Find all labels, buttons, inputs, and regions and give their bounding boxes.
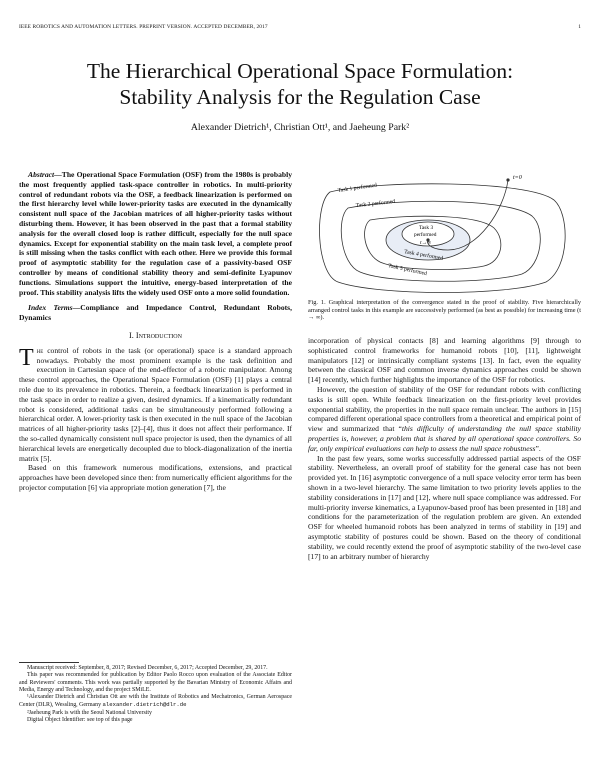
title-line-1: The Hierarchical Operational Space Formulation:: [86, 59, 514, 83]
index-terms-label: Index Terms: [28, 303, 73, 313]
title-line-2: Stability Analysis for the Regulation Case: [119, 85, 481, 109]
right-paragraph-1: incorporation of physical contacts [8] and learning algorithms [9] through to sophisticated control frameworks for humanoid robots [10], [11], lightweight manipulators [12] or intrinsically compliant systems [13]. In fact, even the equality between the classical OSF and common inverse dynamics approaches could be shown [14] recently, which further highlights the importance of the OSF for robotics.: [308, 336, 581, 385]
abstract: [19, 170, 292, 297]
footnote-rule: [19, 662, 79, 663]
intro-paragraph-1: [19, 346, 292, 464]
figure-caption: [308, 299, 581, 322]
label-task-5: Task 5 performed: [387, 263, 428, 278]
page-number: 1: [578, 24, 581, 30]
caption-label: Fig. 1.: [308, 299, 326, 306]
label-t0: t=0: [513, 175, 522, 181]
footnote-affiliation-2: ²Jaeheung Park is with the Seoul National University: [27, 709, 152, 716]
start-point: [506, 178, 509, 181]
footnote-doi: Digital Object Identifier: see top of this page: [27, 717, 133, 724]
caption-text: Graphical interpretation of the convergence stated in the proof of stability. Five hierarchically arranged control tasks in this example are successively performed (as best as possible) for increasing time (t → ∞).: [308, 299, 581, 322]
email-link[interactable]: alexander.dietrich@dlr.de: [102, 701, 187, 709]
footnotes: [19, 662, 292, 724]
index-terms-text: —Compliance and Impedance Control, Redundant Robots, Dynamics: [19, 303, 292, 323]
abstract-text: —The Operational Space Formulation (OSF) from the 1980s is probably the most frequently applied task-space controller in robotics. In multi-priority control of redundant robots via the OSF, a feedback linearization is performed on the first hierarchy level while lower-priority tasks are executed in the dynamically consistent null space of the Jacobian matrices of all higher-priority tasks without disturbing them. However, it has been observed in the past that a formal stability analysis for the overall closed loop is rather difficult, especially for the null space dynamics. Except for exponential stability on the main task level, a complete proof is still missing when the tasks conflict with each other. Here we provide this formal proof of asymptotic stability for the regulation case of a passivity-based OSF controller by means of conditional stability theory and semi-definite Lyapunov functions. Simulations support the intuitive, energy-based interpretation of the proof. This stability analysis lifts the widely used OSF onto a more solid foundation.: [19, 170, 292, 297]
drop-cap: T: [19, 344, 34, 371]
label-task-4: Task 4 performed: [403, 249, 444, 262]
convergence-diagram: [308, 170, 581, 298]
footnote-received: Manuscript received: September, 8, 2017; Revised December, 6, 2017; Accepted December, 29, 2017.: [27, 665, 268, 671]
index-terms: [19, 303, 292, 323]
left-column: [19, 170, 292, 493]
abstract-label: Abstract: [28, 170, 55, 179]
label-t-infinity: t→∞: [420, 240, 432, 246]
label-task-3a: Task 3: [419, 225, 434, 231]
footnote-recommended: This paper was recommended for publication by Editor Paolo Rocco upon evaluation of the Associate Editor and Reviewers' comments. This work was partially supported by the Bavarian Ministry of Economic Affairs and Media, Energy and Technology, and the project SMiLE.: [19, 672, 292, 693]
journal-header: IEEE ROBOTICS AND AUTOMATION LETTERS. PREPRINT VERSION. ACCEPTED DECEMBER, 2017: [19, 24, 268, 30]
right-paragraph-2: However, the question of stability of the OSF for redundant robots with conflicting tasks is still open. While feedback linearization on the first-priority level provides exponential stability, the properties in the null space remain unclear. The authors in [15] compared different operational space controllers from a theoretical and empirical point of view and summarized that “this difficulty of understanding the null space stability properties is, however, a problem that is shared by all operational space controllers. So far, only empirical evaluations can help to assess the null space robustness”.: [308, 384, 581, 453]
right-column: [308, 336, 581, 561]
section-heading-introduction: I. Introduction: [129, 330, 182, 340]
intro-paragraph-1-text: control of robots in the task (or operational) space is a standard approach nowadays. Probably the most prominent example is the task definition and execution in Cartesian space of the end-effector of a robotic manipulator. Among these control approaches, the Operational Space Formulation (OSF) [1] plays a central role due to its prevalence in robotics. Therein, a feedback linearization is performed in the task space in order to realize a given, desired dynamics. If a kinematically redundant robot is considered, additional tasks can be simultaneously performed following a hierarchical order. A lower-priority task is then executed in the null space of the Jacobian matrices of all higher-priority tasks [2]–[4], thus it does not affect their performance. If the so-called dynamically consistent null space projector is used, then the dynamics of all hierarchical levels are energetically decoupled due to block-diagonalization of the inertia matrix [5].: [19, 345, 292, 463]
label-task-2: Task 2 performed: [355, 198, 396, 209]
intro-paragraph-2: Based on this framework numerous modifications, extensions, and practical approaches have been developed since then: from numerically efficient algorithms for the projector computation [6] via appropriate motion generation [7], the: [19, 463, 292, 492]
label-task-1: Task 1 performed: [337, 182, 378, 194]
figure-1: [308, 170, 581, 298]
first-word: he: [36, 345, 44, 355]
author-list: Alexander Dietrich¹, Christian Ott¹, and Jaeheung Park²: [190, 122, 410, 133]
running-header: [19, 24, 581, 34]
footnote-affiliation-1: ¹Alexander Dietrich and Christian Ott are with the Institute of Robotics and Mechatronics, German Aerospace Center (DLR), Wessling, Germany alexander.dietrich@dlr.de: [19, 694, 292, 709]
paper-title: [40, 58, 560, 110]
label-task-3b: performed: [414, 232, 437, 238]
right-paragraph-3: In the past few years, some works successfully addressed partial aspects of the OSF stability. Nevertheless, an overall proof of stability for the general case has not been provided yet. In [16] asymptotic convergence of a null space velocity error term has been shown in a two-level hierarchy. The same limitation to two priority levels applies to the stability considerations in [17] and [12], where null space compliance was addressed. For multi-priority inverse kinematics, a Lyapunov-based proof has been presented in [18] and conditions for the parameterization of the regulation problem are given. An extended OSF for wheeled humanoid robots has been analyzed in terms of stability in [19] and asymptotic stability of postures could be shown. Based on the theory of conditional stability, we could recently extend the proof of asymptotic stability of the two-level case [17] to an arbitrary number of hierarchy: [308, 453, 581, 561]
quote: this difficulty of understanding the null space stability properties is, however, a problem that is shared by all operational space controllers. So far, only empirical evaluations can help to assess the null space robustness: [308, 424, 581, 453]
